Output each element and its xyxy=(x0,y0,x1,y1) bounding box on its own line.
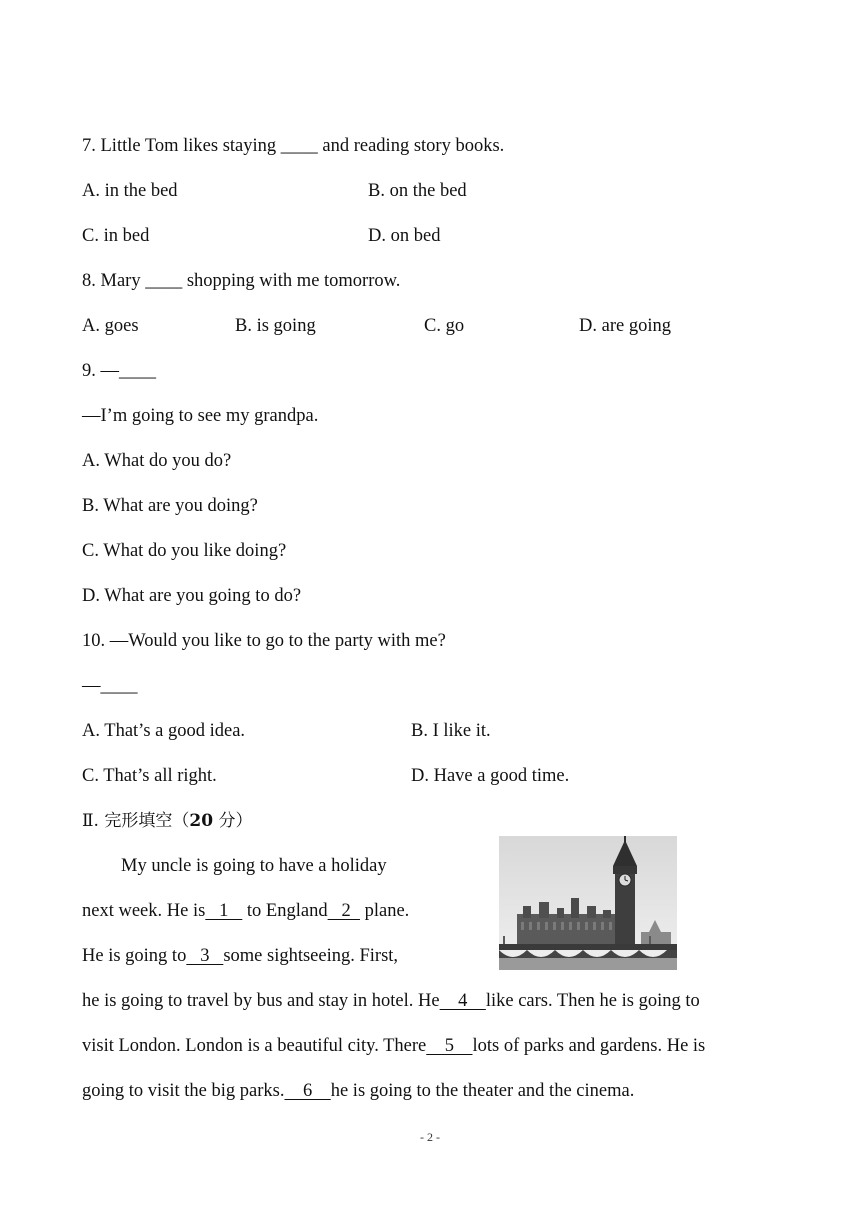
question-9-reply: —I’m going to see my grandpa. xyxy=(82,406,319,426)
question-7-option-c: C. in bed xyxy=(82,226,150,246)
passage-line-4 xyxy=(82,990,700,1012)
question-9-stem: 9. —____ xyxy=(82,361,156,381)
passage-text: he is going to the theater and the cinema. xyxy=(330,1081,635,1101)
blank-3: 3 xyxy=(186,946,224,966)
question-10-option-a: A. That’s a good idea. xyxy=(82,721,246,741)
blank-2: 2 xyxy=(327,901,360,921)
question-10-option-b: B. I like it. xyxy=(411,721,491,741)
passage-line-1: My uncle is going to have a holiday xyxy=(121,856,387,876)
question-7-option-b: B. on the bed xyxy=(368,181,467,201)
passage-text: next week. He is xyxy=(82,901,206,921)
question-9-option-a: A. What do you do? xyxy=(82,451,232,471)
question-8-option-d: D. are going xyxy=(579,316,671,336)
section-score: 20 xyxy=(189,811,214,831)
section-title-suffix: 分） xyxy=(213,811,253,831)
passage-line-3 xyxy=(82,945,398,967)
passage-line-6 xyxy=(82,1080,634,1102)
question-7-stem: 7. Little Tom likes staying ____ and reading story books. xyxy=(82,136,505,156)
question-10-option-c: C. That’s all right. xyxy=(82,766,217,786)
passage-text: some sightseeing. First, xyxy=(223,946,399,966)
passage-text: going to visit the big parks. xyxy=(82,1081,285,1101)
passage-text: lots of parks and gardens. He is xyxy=(472,1036,706,1056)
question-8-stem: 8. Mary ____ shopping with me tomorrow. xyxy=(82,271,401,291)
passage-text: like cars. Then he is going to xyxy=(485,991,700,1011)
question-9-option-c: C. What do you like doing? xyxy=(82,541,287,561)
page-number: - 2 - xyxy=(420,1130,440,1144)
question-10-reply: —____ xyxy=(82,676,138,696)
question-10-option-d: D. Have a good time. xyxy=(411,766,570,786)
question-8-option-b: B. is going xyxy=(235,316,316,336)
passage-text: he is going to travel by bus and stay in hotel. He xyxy=(82,991,440,1011)
section-title-prefix: Ⅱ. 完形填空（ xyxy=(82,811,190,831)
question-10-stem: 10. —Would you like to go to the party with me? xyxy=(82,631,446,651)
big-ben-photo xyxy=(499,836,677,970)
question-9-option-b: B. What are you doing? xyxy=(82,496,258,516)
passage-text: plane. xyxy=(359,901,410,921)
question-8-option-a: A. goes xyxy=(82,316,139,336)
question-7-option-a: A. in the bed xyxy=(82,181,178,201)
section-heading xyxy=(82,810,252,832)
blank-4: 4 xyxy=(439,991,486,1011)
blank-1: 1 xyxy=(205,901,243,921)
blank-5: 5 xyxy=(426,1036,473,1056)
question-7-option-d: D. on bed xyxy=(368,226,441,246)
passage-text: to England xyxy=(242,901,328,921)
passage-text: He is going to xyxy=(82,946,187,966)
question-9-option-d: D. What are you going to do? xyxy=(82,586,302,606)
passage-line-5 xyxy=(82,1035,705,1057)
blank-6: 6 xyxy=(284,1081,331,1101)
passage-text: visit London. London is a beautiful city. There xyxy=(82,1036,427,1056)
passage-line-2 xyxy=(82,900,409,922)
question-8-option-c: C. go xyxy=(424,316,465,336)
